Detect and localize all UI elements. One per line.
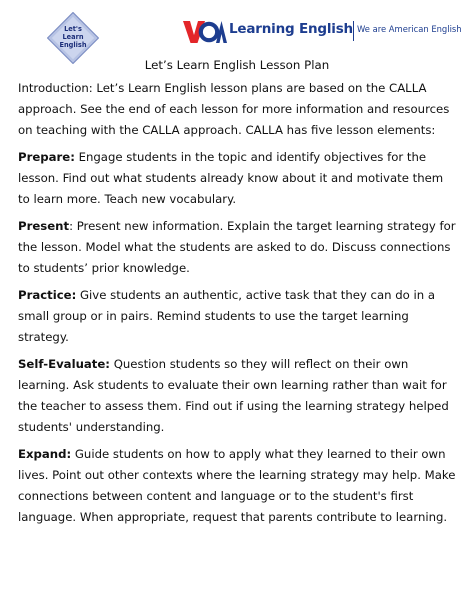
svg-text:English: English <box>59 41 87 49</box>
voa-icon <box>183 20 227 44</box>
section-text: Give students an authentic, active task that they can do in a small group or in pairs. Remind students to use the target learning strategy. <box>18 288 436 344</box>
section-label: Self-Evaluate: <box>18 357 110 371</box>
svg-text:Learn: Learn <box>62 33 84 41</box>
section-present <box>18 216 458 279</box>
document-title: Let’s Learn English Lesson Plan <box>144 58 330 72</box>
intro-paragraph: Introduction: Let’s Learn English lesson plans are based on the CALLA approach. See the end of each lesson for more information and resources on teaching with the CALLA approach. CALLA has five lesson elements: <box>18 81 450 137</box>
document-body <box>18 78 458 534</box>
brand-name: Learning English <box>229 21 353 37</box>
section-text: : Present new information. Explain the target learning strategy for the lesson. Model what the students are asked to do. Discuss connections to students’ prior knowledge. <box>18 219 456 275</box>
section-expand <box>18 444 458 528</box>
section-self-evaluate <box>18 354 458 438</box>
section-label: Prepare: <box>18 150 75 164</box>
section-text: Question students so they will reflect on their own learning. Ask students to evaluate their own learning rather than wait for the teacher to assess them. Find out if using the learning strategy helped students' understanding. <box>18 357 449 434</box>
section-label: Expand: <box>18 447 72 461</box>
svg-text:Let's: Let's <box>64 25 82 33</box>
voa-learning-english-logo <box>183 18 462 46</box>
section-text: Guide students on how to apply what they learned to their own lives. Point out other contexts where the learning strategy may help. Make connections between content and language or to the student's first language. When appropriate, request that parents contribute to learning. <box>18 447 456 524</box>
section-prepare <box>18 147 458 210</box>
brand-tagline: We are American English <box>357 24 462 34</box>
section-practice <box>18 285 458 348</box>
brand-divider <box>353 21 354 41</box>
section-text: Engage students in the topic and identify objectives for the lesson. Find out what students already know about it and motivate them to learn more. Teach new vocabulary. <box>18 150 444 206</box>
section-label: Present <box>18 219 70 233</box>
section-label: Practice: <box>18 288 77 302</box>
